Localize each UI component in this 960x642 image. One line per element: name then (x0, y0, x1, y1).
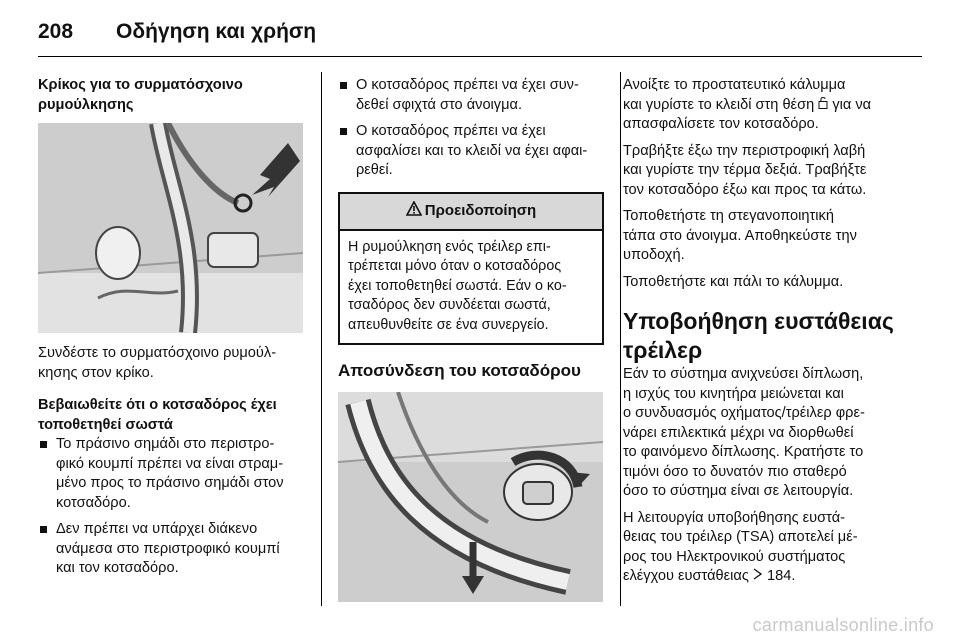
list-item: Δεν πρέπει να υπάρχει διάκενο ανάμεσα στο περιστροφικό κουμπί και τον κοτσαδόρο. (38, 520, 306, 579)
towing-eye-illustration (38, 123, 303, 333)
paragraph: Η λειτουργία υποβοήθησης ευστά- θειας του τρέιλερ (TSA) αποτελεί μέ- ρος του Ηλεκτρονικού συστήματος ελέγχου ευστάθειας 184. (623, 509, 913, 587)
column-divider (620, 72, 621, 606)
unlock-icon (818, 96, 828, 116)
column-middle (338, 76, 604, 602)
section-heading: Υποβοήθηση ευστάθειας τρέιλερ (623, 308, 894, 363)
section-heading: Κρίκος για το συρματόσχοινο ρυμούλκησης (38, 77, 243, 113)
check-heading: Βεβαιωθείτε ότι ο κοτσαδόρος έχει τοποθετηθεί σωστά (38, 397, 277, 433)
warning-header (340, 194, 602, 231)
paragraph: Τραβήξτε έξω την περιστροφική λαβή και γυρίστε την τέρμα δεξιά. Τραβήξτε τον κοτσαδόρο έξω και προς τα κάτω. (623, 142, 867, 198)
header-rule (38, 56, 922, 57)
page-number: 208 (38, 20, 74, 43)
watermark: carmanualsonline.info (752, 615, 934, 635)
warning-text: Η ρυμούλκηση ενός τρέιλερ επι- τρέπεται μόνο όταν ο κοτσαδόρος έχει τοποθετηθεί σωστά. Εάν ο κο- τσαδόρος δεν συνδέεται σωστά, απευθυνθείτε σε ένα συνεργείο. (348, 238, 567, 333)
caption-text: Συνδέστε το συρματόσχοινο ρυμούλ- κησης στον κρίκο. (38, 345, 277, 381)
paragraph: Ανοίξτε το προστατευτικό κάλυμμα και γυρίστε το κλειδί στη θέση για να απασφαλίσετε τον κοτσαδόρο. (623, 77, 872, 132)
warning-title: Προειδοποίηση (424, 202, 537, 220)
section-heading: Αποσύνδεση του κοτσαδόρου (338, 361, 581, 380)
disconnect-figure (338, 392, 603, 602)
paragraph: Εάν το σύστημα ανιχνεύσει δίπλωση, η ισχύς του κινητήρα μειώνεται και ο συνδυασμός οχήματος/τρέιλερ φρε- νάρει επιλεκτικά μέχρι να διορθωθεί το φαινόμενο δίπλωσης. Κρατήστε το τιμόνι όσο το δυνατόν πιο σταθερό όσο το σύστημα είναι σε λειτουργία. (623, 366, 865, 499)
towing-eye-figure (38, 123, 303, 333)
warning-icon (406, 201, 422, 222)
page-reference-icon (753, 567, 763, 587)
column-left (38, 76, 306, 579)
disconnect-illustration (338, 392, 603, 602)
column-right (623, 76, 913, 587)
paragraph: Τοποθετήστε και πάλι το κάλυμμα. (623, 273, 844, 290)
column-divider (321, 72, 322, 606)
page-title: Οδήγηση και χρήση (116, 20, 317, 43)
list-item: Ο κοτσαδόρος πρέπει να έχει ασφαλίσει και το κλειδί να έχει αφαι- ρεθεί. (338, 122, 604, 181)
warning-box (338, 192, 604, 346)
page-reference-link[interactable]: 184. (766, 568, 796, 584)
list-item: Το πράσινο σημάδι στο περιστρο- φικό κουμπί πρέπει να είναι στραμ- μένο προς το πράσινο σημάδι στον κοτσαδόρο. (38, 435, 306, 513)
paragraph: Τοποθετήστε τη στεγανοποιητική τάπα στο άνοιγμα. Αποθηκεύστε την υποδοχή. (623, 208, 857, 263)
page-header (38, 14, 316, 50)
list-item: Ο κοτσαδόρος πρέπει να έχει συν- δεθεί σφιχτά στο άνοιγμα. (338, 76, 604, 115)
